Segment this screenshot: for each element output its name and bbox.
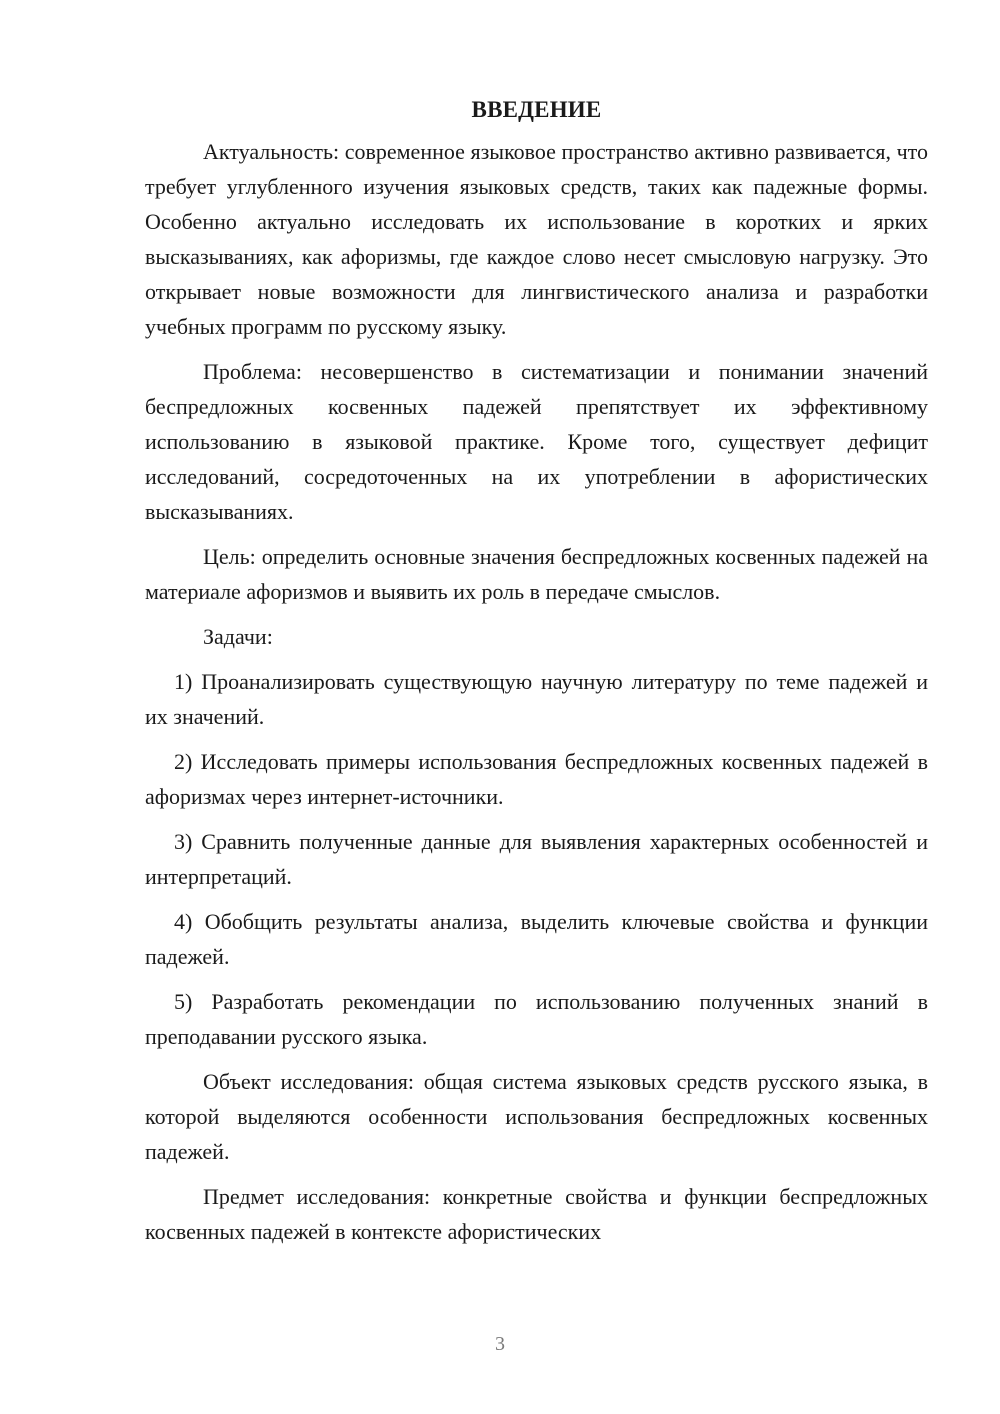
- task-item-3: 3) Сравнить полученные данные для выявления характерных особенностей и интерпретаций.: [145, 829, 928, 889]
- paragraph-goal: Цель: определить основные значения беспредложных косвенных падежей на материале афоризмов и выявить их роль в передаче смыслов.: [145, 544, 928, 604]
- page-content: [145, 92, 928, 1259]
- task-item-1: 1) Проанализировать существующую научную литературу по теме падежей и их значений.: [145, 669, 928, 729]
- paragraph-object: Объект исследования: общая система языковых средств русского языка, в которой выделяются особенности использования беспредложных косвенных падежей.: [145, 1069, 928, 1164]
- tasks-label: Задачи:: [203, 624, 273, 649]
- paragraph-problem: Проблема: несовершенство в систематизации и понимании значений беспредложных косвенных падежей препятствует их эффективному использованию в языковой практике. Кроме того, существует дефицит исследований, сосредоточенных на их употреблении в афористических высказываниях.: [145, 359, 928, 524]
- task-item-4: 4) Обобщить результаты анализа, выделить ключевые свойства и функции падежей.: [145, 909, 928, 969]
- paragraph-subject: Предмет исследования: конкретные свойства и функции беспредложных косвенных падежей в контексте афористических: [145, 1184, 928, 1244]
- paragraph-relevance: Актуальность: современное языковое пространство активно развивается, что требует углубленного изучения языковых средств, таких как падежные формы. Особенно актуально исследовать их использование в коротких и ярких высказываниях, как афоризмы, где каждое слово несет смысловую нагрузку. Это открывает новые возможности для лингвистического анализа и разработки учебных программ по русскому языку.: [145, 139, 928, 339]
- task-item-2: 2) Исследовать примеры использования беспредложных косвенных падежей в афоризмах через интернет-источники.: [145, 749, 928, 809]
- page-title: ВВЕДЕНИЕ: [471, 97, 602, 122]
- page-number: 3: [495, 1333, 505, 1355]
- task-item-5: 5) Разработать рекомендации по использованию полученных знаний в преподавании русского языка.: [145, 989, 928, 1049]
